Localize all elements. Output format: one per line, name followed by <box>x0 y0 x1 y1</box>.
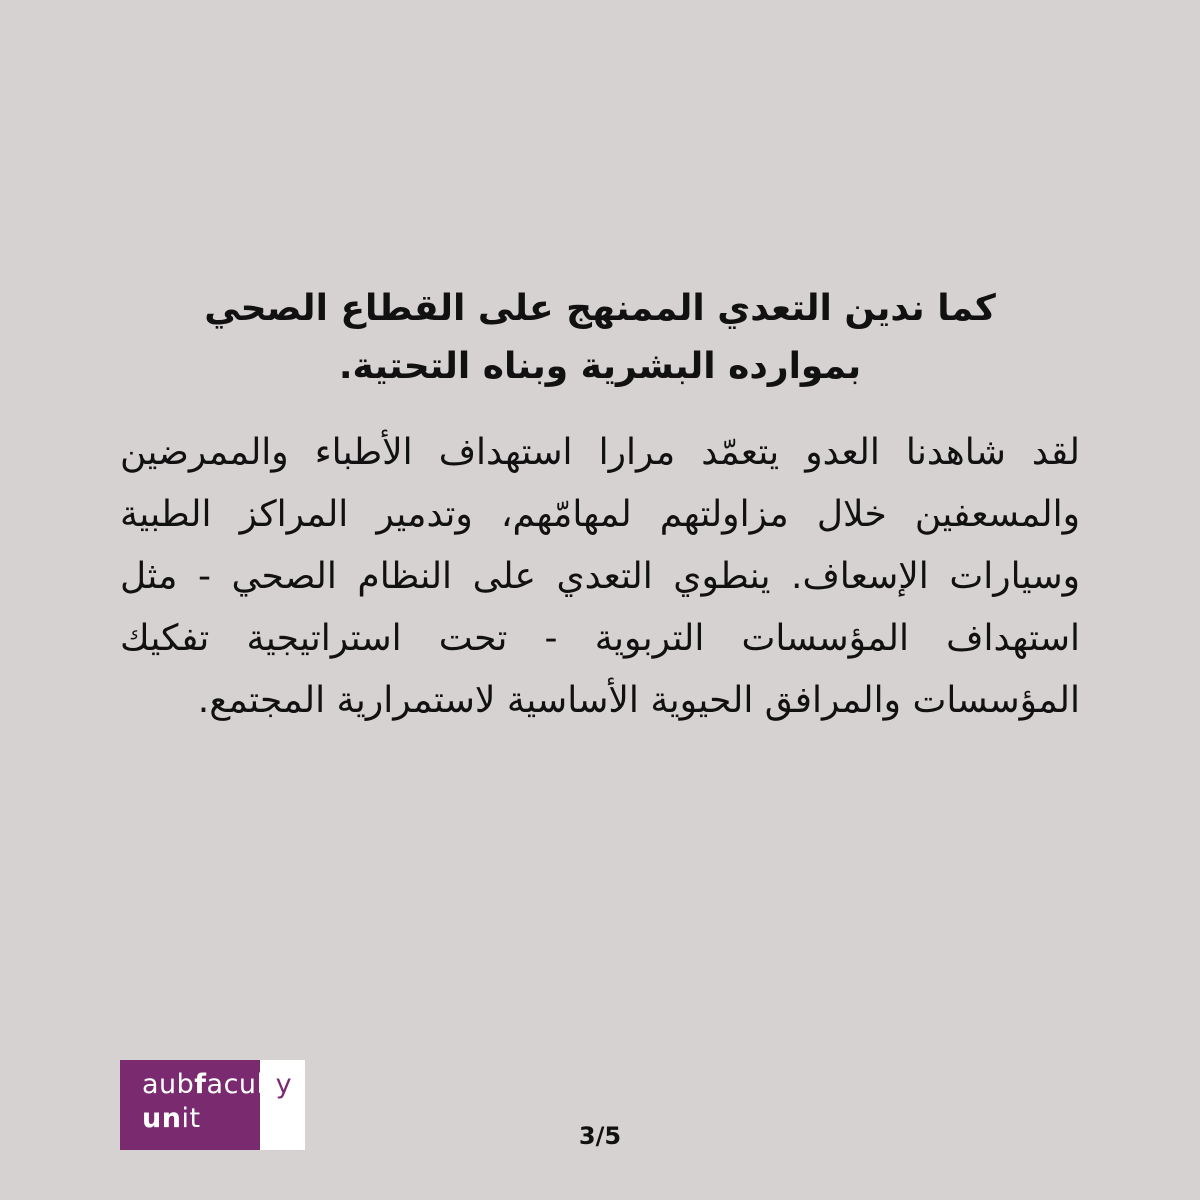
body-line-3: وسيارات الإسعاف. ينطوي التعدي على النظام الصحي - مثل <box>120 556 1080 597</box>
heading-line-1: كما ندين التعدي الممنهج على القطاع الصحي <box>204 288 996 329</box>
logo-text-acult: acult <box>206 1069 276 1100</box>
logo-text-it: it <box>181 1103 201 1134</box>
logo-purple-panel <box>120 1060 293 1150</box>
body-line-5: المؤسسات والمرافق الحيوية الأساسية لاستمرارية المجتمع. <box>197 680 1080 721</box>
main-content <box>120 280 1080 732</box>
logo-text-f: f <box>194 1069 207 1100</box>
logo-text-ed: ed <box>200 1103 236 1134</box>
logo-text-y: y <box>275 1069 293 1100</box>
aub-faculty-united-logo <box>120 1060 305 1150</box>
page-heading <box>120 280 1080 396</box>
logo-text-un: un <box>142 1103 182 1134</box>
logo-text-aub: aub <box>142 1069 195 1100</box>
heading-line-2: بموارده البشرية وبناه التحتية. <box>338 346 862 387</box>
body-line-4: استهداف المؤسسات التربوية - تحت استراتيجية تفكيك <box>120 618 1080 659</box>
logo-line-1 <box>142 1070 292 1100</box>
body-line-1: لقد شاهدنا العدو يتعمّد مرارا استهداف الأطباء والممرضين <box>120 432 1080 473</box>
body-paragraph <box>120 422 1080 732</box>
page-indicator: 3/5 <box>578 1122 622 1150</box>
logo-line-2 <box>142 1104 235 1134</box>
body-line-2: والمسعفين خلال مزاولتهم لمهامّهم، وتدمير المراكز الطبية <box>120 494 1080 535</box>
